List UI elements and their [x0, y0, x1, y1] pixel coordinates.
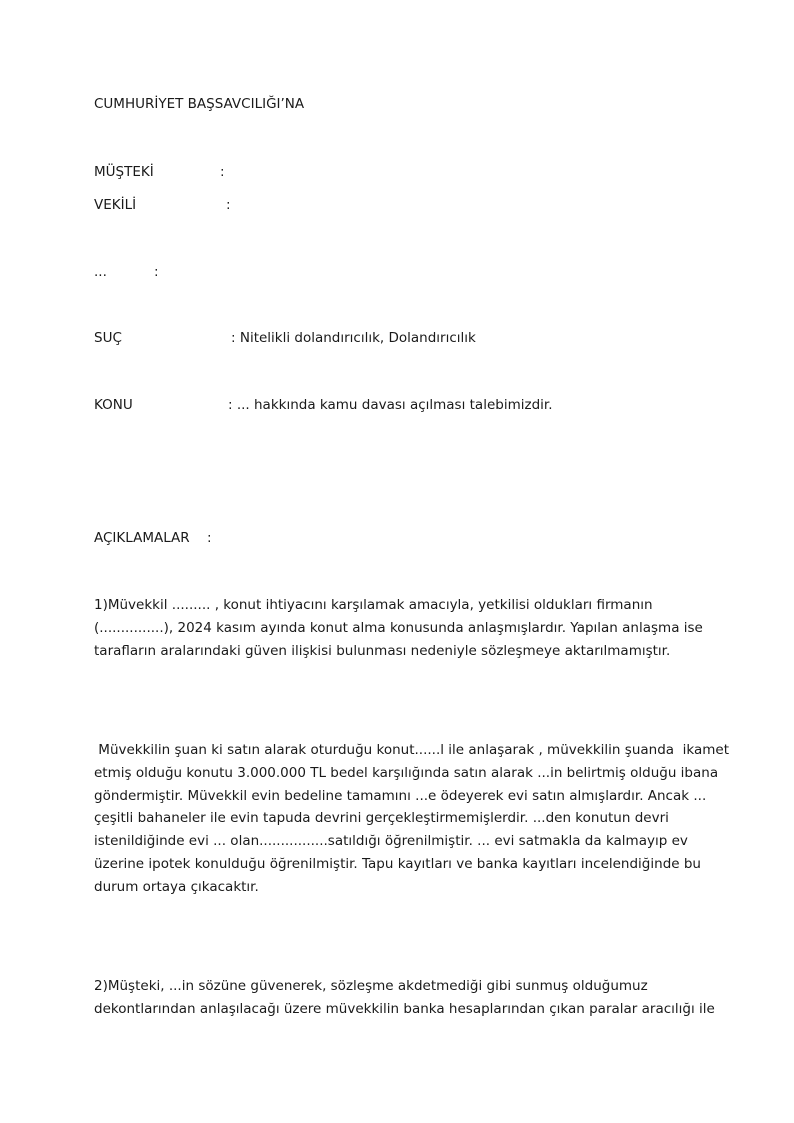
paragraph-line: istenildiğinde evi ... olan................satıldığı öğrenilmiştir. ... evi satmakla da kalmayıp ev [94, 833, 688, 850]
musteki-label: MÜŞTEKİ [94, 164, 154, 180]
paragraph-line: üzerine ipotek konulduğu öğrenilmiştir. Tapu kayıtları ve banka kayıtları incelendiğinde bu [94, 855, 701, 872]
vekili-separator: : [226, 197, 231, 213]
document-heading: CUMHURİYET BAŞSAVCILIĞI’NA [94, 96, 305, 112]
paragraph-line: göndermiştir. Müvekkil evin bedeline tamamını ...e ödeyerek evi satın almışlardır. Ancak ... [94, 787, 707, 804]
suc-label: SUÇ [94, 330, 122, 346]
paragraph-line: etmiş olduğu konutu 3.000.000 TL bedel karşılığında satın alarak ...in belirtmiş olduğu ibana [94, 764, 719, 781]
other-party-separator: : [154, 264, 159, 280]
paragraph-line: durum ortaya çıkacaktır. [94, 878, 259, 895]
paragraph-line: 1)Müvekkil ......... , konut ihtiyacını karşılamak amacıyla, yetkilisi oldukları firmanın [94, 597, 653, 613]
suc-value: : Nitelikli dolandırıcılık, Dolandırıcılık [231, 330, 476, 346]
paragraph-2 [94, 739, 729, 899]
paragraph-line: Müvekkilin şuan ki satın alarak oturduğu konut......l ile anlaşarak , müvekkilin şuanda ikamet [94, 742, 729, 758]
aciklamalar-label: AÇIKLAMALAR [94, 530, 190, 546]
paragraph-line: dekontlarından anlaşılacağı üzere müvekkilin banka hesaplarından çıkan paralar aracılığı ile [94, 1000, 715, 1017]
konu-label: KONU [94, 397, 133, 413]
paragraph-1 [94, 594, 704, 662]
konu-value: : ... hakkında kamu davası açılması talebimizdir. [228, 397, 553, 413]
paragraph-3 [94, 975, 715, 1021]
other-party-label: ... [94, 264, 107, 280]
vekili-label: VEKİLİ [94, 197, 137, 213]
paragraph-line: tarafların aralarındaki güven ilişkisi bulunması nedeniyle sözleşmeye aktarılmamıştır. [94, 642, 671, 659]
paragraph-line: çeşitli bahaneler ile evin tapuda devrini gerçekleştirmemişlerdir. ...den konutun devri [94, 810, 669, 827]
paragraph-line: (...............), 2024 kasım ayında konut alma konusunda anlaşmışlardır. Yapılan anlaşma ise [94, 619, 703, 636]
paragraph-line: 2)Müşteki, ...in sözüne güvenerek, sözleşme akdetmediği gibi sunmuş olduğumuz [94, 978, 648, 994]
aciklamalar-separator: : [207, 530, 212, 546]
musteki-separator: : [220, 164, 225, 180]
